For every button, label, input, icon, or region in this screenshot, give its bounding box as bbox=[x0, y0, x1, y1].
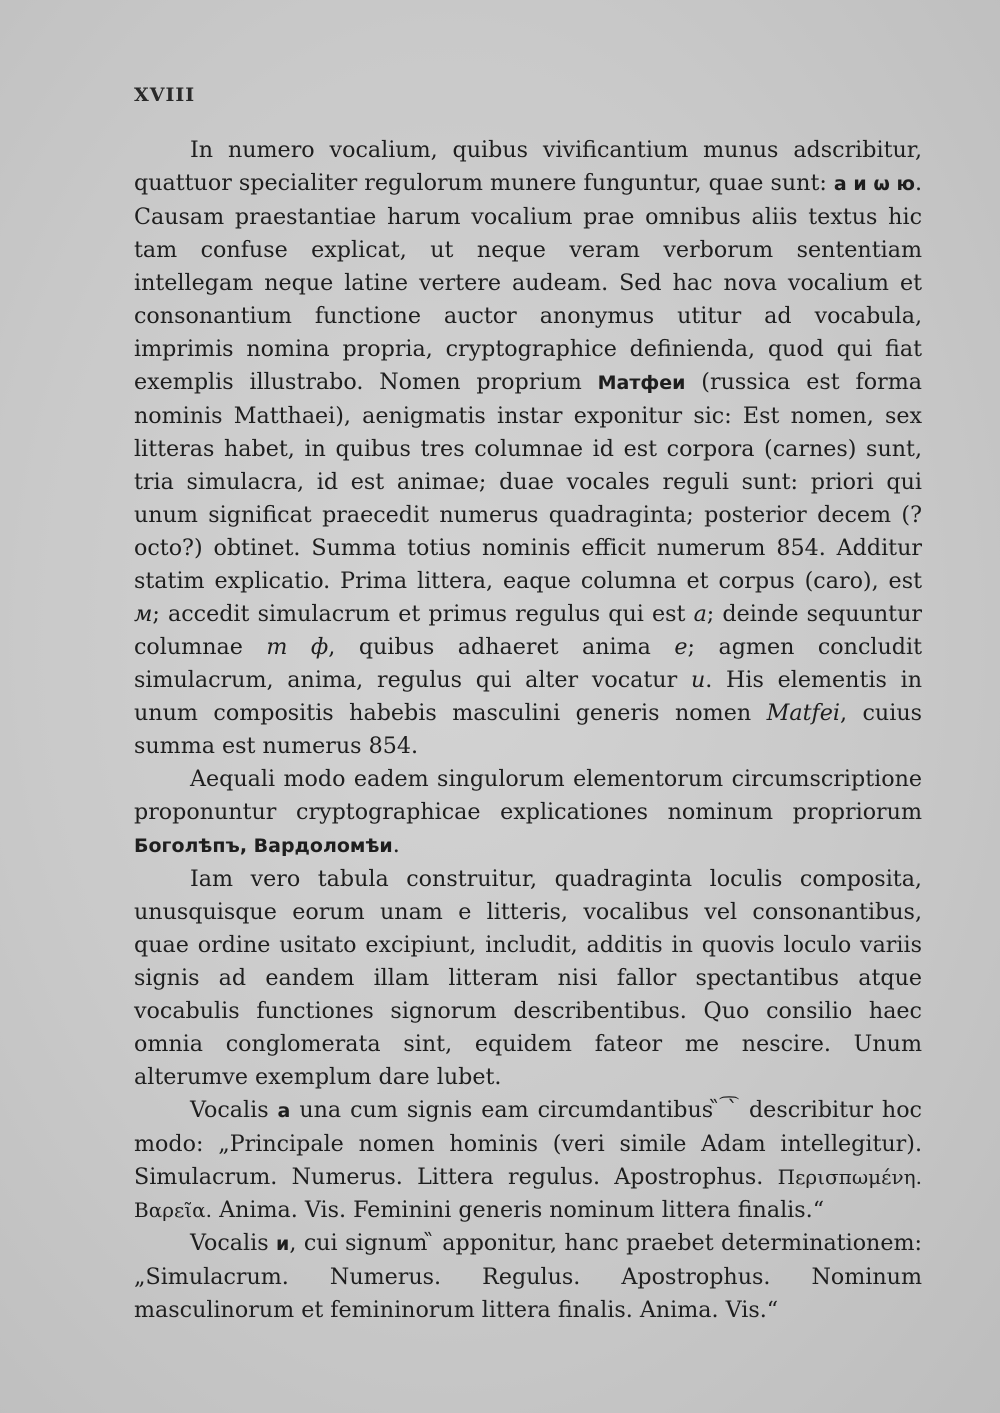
text-run: Anima. Vis. Feminini generis nominum littera finalis.“ bbox=[212, 1197, 825, 1223]
italic-text: т ф bbox=[266, 634, 329, 660]
text-run: . bbox=[392, 832, 400, 858]
text-run: ; deinde sequuntur columnae bbox=[134, 601, 922, 660]
text-run: una cum signis eam circumdantibus ̏ ͡ ̀ describitur hoc modo: „Principale nomen hominis (veri simile Adam intellegitur). Simulacrum. Numerus. Littera regulus. Apostrophus. bbox=[134, 1097, 922, 1190]
text-run: , cui signum ̏ apponitur, hanc praebet determinationem: „Simulacrum. Numerus. Regulus. Apostrophus. Nominum masculinorum et femininorum littera finalis. Anima. Vis.“ bbox=[134, 1230, 922, 1323]
slavonic-text: и bbox=[276, 1233, 290, 1255]
page-number: XVIII bbox=[134, 84, 196, 106]
paragraph bbox=[134, 763, 922, 863]
text-run: Vocalis bbox=[190, 1230, 277, 1256]
italic-text: и bbox=[690, 667, 706, 693]
greek-text: Περισπωμένη. Βαρεῖα. bbox=[134, 1165, 922, 1222]
text-run: Vocalis bbox=[190, 1097, 278, 1123]
text-run: . His elementis in unum compositis habebis masculini generis nomen bbox=[134, 667, 922, 726]
body-text bbox=[134, 134, 922, 1327]
text-run: , quibus adhaeret anima bbox=[328, 634, 675, 660]
slavonic-text: Боголѣпъ, Вардоломѣи bbox=[134, 835, 393, 857]
slavonic-text: а и ѡ ю bbox=[833, 173, 915, 195]
text-run: . Causam praestantiae harum vocalium prae omnibus aliis textus hic tam confuse explicat, ut neque veram verborum sententiam intellegam neque latine vertere audeam. Sed hac nova vocalium et consonantium functione auctor anonymus utitur ad vocabula, imprimis nomina propria, cryptographice definienda, quod qui fiat exemplis illustrabo. Nomen proprium bbox=[134, 170, 922, 395]
slavonic-text: а bbox=[277, 1100, 291, 1122]
paragraph bbox=[134, 1094, 922, 1227]
text-run: ; agmen concludit simulacrum, anima, regulus qui alter vocatur bbox=[134, 634, 922, 693]
italic-text: Matfei bbox=[766, 700, 840, 726]
paragraph bbox=[134, 863, 922, 1094]
italic-text: а bbox=[693, 601, 707, 627]
paragraph bbox=[134, 134, 922, 763]
text-run: In numero vocalium, quibus vivificantium munus adscribitur, quattuor specialiter regulorum munere funguntur, quae sunt: bbox=[134, 137, 922, 196]
paragraph bbox=[134, 1227, 922, 1327]
text-run: Aequali modo eadem singulorum elementorum circumscriptione proponuntur cryptographicae explicationes nominum propriorum bbox=[134, 766, 922, 825]
text-run: , cuius summa est numerus 854. bbox=[134, 700, 922, 759]
italic-text: м bbox=[134, 601, 153, 627]
italic-text: е bbox=[674, 634, 688, 660]
text-run: (russica est forma nominis Matthaei), aenigmatis instar exponitur sic: Est nomen, sex litteras habet, in quibus tres columnae id est corpora (carnes) sunt, tria simulacra, id est animae; duae vocales reguli sunt: priori qui unum significat praecedit numerus quadraginta; posterior decem (?octo?) obtinet. Summa totius nominis efficit numerum 854. Additur statim explicatio. Prima littera, eaque columna et corpus (caro), est bbox=[134, 369, 922, 594]
slavonic-text: Матфеи bbox=[597, 372, 686, 394]
text-run: Iam vero tabula construitur, quadraginta loculis composita, unusquisque eorum unam e litteris, vocalibus vel consonantibus, quae ordine usitato excipiunt, includit, additis in quovis loculo variis signis ad eandem illam litteram nisi fallor spectantibus atque vocabulis functiones signorum describentibus. Quo consilio haec omnia conglomerata sint, equidem fateor me nescire. Unum alterumve exemplum dare lubet. bbox=[134, 866, 922, 1090]
text-run: ; accedit simulacrum et primus regulus qui est bbox=[152, 601, 694, 627]
